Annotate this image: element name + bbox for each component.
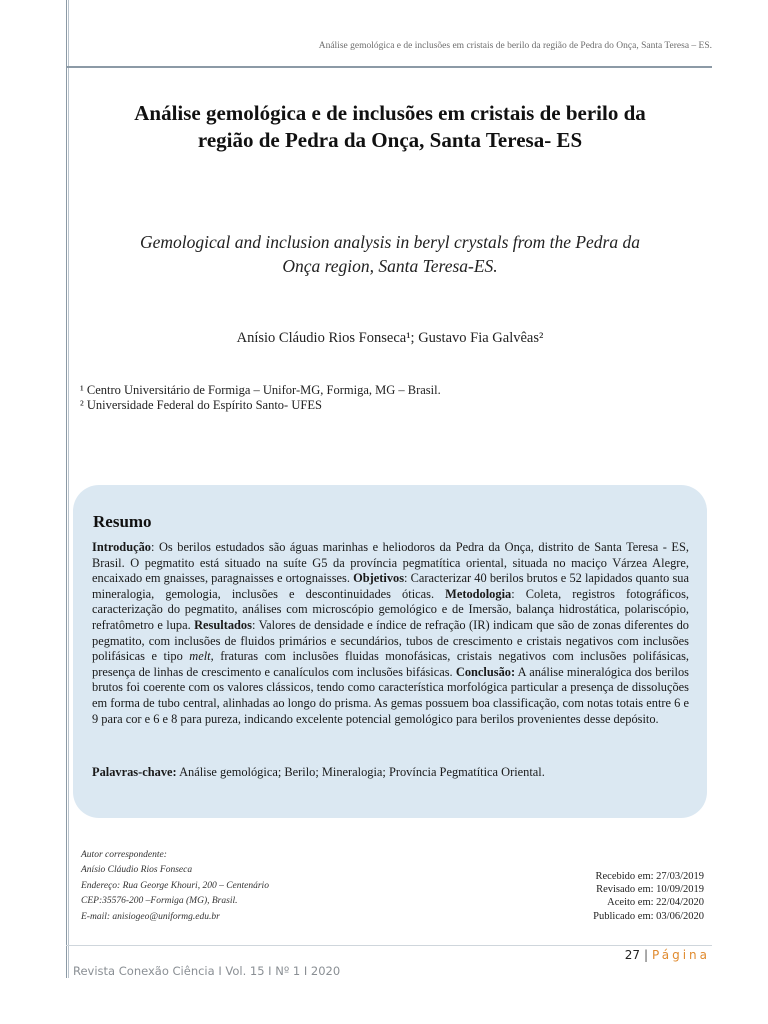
- running-head: Análise gemológica e de inclusões em cristais de berilo da região de Pedra do Onça, Santa Teresa – ES.: [318, 41, 712, 51]
- footer-rule: [66, 945, 712, 946]
- affiliations: [80, 383, 441, 413]
- resultados-text-1: : Valores de densidade e índice de refração (IR) indicam que são de zonas diferentes do pegmatito, com inclusões de fluidos primários e secundários, tubos de crescimento e cristais negativos com inclusões polifásicas e tipo: [92, 617, 690, 664]
- corresp-line-1: Autor correspondente:: [81, 850, 167, 860]
- title-line-2: região de Pedra da Onça, Santa Teresa- ES: [197, 128, 583, 152]
- authors: Anísio Cláudio Rios Fonseca¹; Gustavo Fia Galvêas²: [236, 330, 544, 346]
- left-margin-rule-inner: [68, 0, 69, 978]
- page-separator: |: [643, 948, 649, 962]
- objetivos-label: Objetivos: [353, 571, 405, 586]
- english-title-line-1: Gemological and inclusion analysis in beryl crystals from the Pedra da: [140, 232, 640, 252]
- paper-title: [90, 100, 690, 154]
- date-accepted: Aceito em: 22/04/2020: [607, 897, 704, 909]
- date-revised: Revisado em: 10/09/2019: [596, 884, 704, 896]
- corresp-line-4: CEP:35576-200 –Formiga (MG), Brasil.: [81, 896, 238, 907]
- corresp-email[interactable]: E-mail: anisiogeo@uniformg.edu.br: [81, 911, 220, 922]
- page-number: [625, 948, 710, 962]
- affiliation-2: ² Universidade Federal do Espírito Santo- UFES: [80, 398, 322, 412]
- date-received: Recebido em: 27/03/2019: [595, 871, 704, 882]
- resultados-label: Resultados: [194, 617, 252, 632]
- conclusao-text: A análise mineralógica dos berilos brutos foi coerente com os valores clássicos, tendo como característica morfológica particular a presença de dissoluções em forma de tubo central, alinhadas ao longo do prisma. As gemas possuem boa classificação, com notas totais entre 6 e 9 para cor e 6 e 8 para pureza, indicando excelente potencial gemológico para berilos provenientes desse depósito.: [92, 664, 689, 726]
- metodologia-text: : Coleta, registros fotográficos, caracterização do pegmatito, análises com microscópio gemológico e de Imersão, balança hidrostática, polariscópio, refratômetro e lupa.: [92, 586, 689, 632]
- keywords: [92, 765, 689, 780]
- corresp-line-3: Endereço: Rua George Khouri, 200 – Centenário: [81, 880, 269, 891]
- abstract-body: [92, 540, 689, 727]
- page-number-value: 27: [624, 948, 640, 962]
- intro-label: Introdução: [92, 540, 151, 554]
- affiliation-1: ¹ Centro Universitário de Formiga – Unifor-MG, Formiga, MG – Brasil.: [80, 383, 441, 397]
- conclusao-label: Conclusão:: [455, 664, 516, 679]
- metodologia-label: Metodologia: [445, 586, 512, 601]
- keywords-text: Análise gemológica; Berilo; Mineralogia; Província Pegmatítica Oriental.: [176, 765, 545, 779]
- intro-text: : Os berilos estudados são águas marinhas e heliodoros da Pedra da Onça, distrito de Santa Teresa - ES, Brasil. O pegmatito está situado na suíte G5 da província pegmatítica oriental, situada no maciço Várzea Alegre, encaixado em gnaisses, paragnaisses e ortognaisses.: [92, 540, 689, 586]
- resultados-text-2: , fraturas com inclusões fluidas monofásicas, cristais negativos com inclusões polifásicas, presença de linhas de crescimento e canalículos com inclusões bifásicas.: [92, 649, 689, 679]
- date-published: Publicado em: 03/06/2020: [593, 910, 704, 922]
- corresponding-author: [81, 848, 269, 925]
- abstract-heading: Resumo: [93, 512, 152, 531]
- journal-footer: Revista Conexão Ciência I Vol. 15 I Nº 1 I 2020: [73, 964, 341, 978]
- keywords-label: Palavras-chave:: [92, 765, 177, 779]
- title-line-1: Análise gemológica e de inclusões em cristais de berilo da: [134, 101, 646, 125]
- english-title-line-2: Onça region, Santa Teresa-ES.: [282, 256, 498, 276]
- publication-dates: [593, 870, 704, 923]
- header-rule: [66, 66, 712, 68]
- melt-term: melt: [189, 649, 211, 664]
- english-title: [80, 230, 700, 278]
- objetivos-text: : Caracterizar 40 berilos brutos e 52 lapidados quanto sua mineralogia, gemologia, inclusões e descontinuidades óticas.: [92, 571, 689, 601]
- left-margin-rule: [66, 0, 67, 978]
- page-label: Página: [652, 948, 710, 962]
- corresp-line-2: Anísio Cláudio Rios Fonseca: [81, 865, 193, 876]
